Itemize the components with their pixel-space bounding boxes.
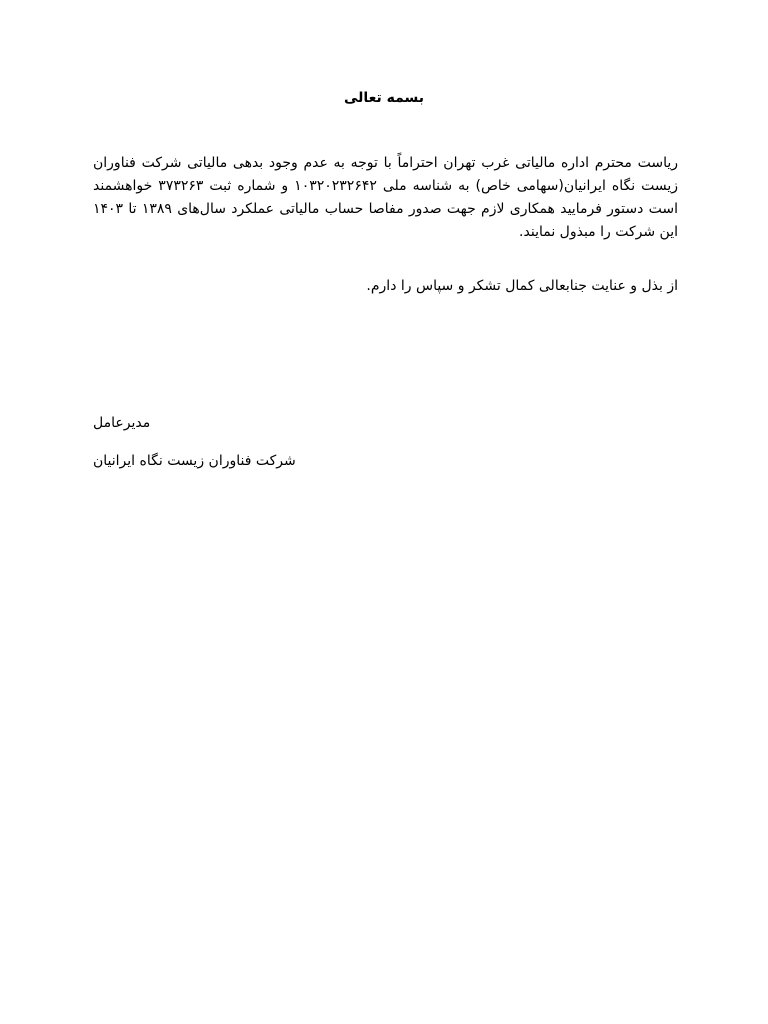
signer-company: شرکت فناوران زیست نگاه ایرانیان <box>93 453 296 469</box>
signer-title: مدیرعامل <box>93 415 151 431</box>
document-heading: بسمه تعالی <box>343 90 425 106</box>
letter-body: ریاست محترم اداره مالیاتی غرب تهران احتراماً با توجه به عدم وجود بدهی مالیاتی شرکت فناوران زیست نگاه ایرانیان(سهامی خاص) به شناسه ملی ۱۰۳۲۰۲۳۲۶۴۲ و شماره ثبت ۳۷۳۲۶۳ خواهشمند است دستور فرمایید همکاری لازم جهت صدور مفاصا حساب مالیاتی عملکرد سال‌های ۱۳۸۹ تا ۱۴۰۳ این شرکت را مبذول نمایند. <box>93 155 679 240</box>
letter-thanks: از بذل و عنایت جنابعالی کمال تشکر و سپاس را دارم. <box>366 278 678 294</box>
